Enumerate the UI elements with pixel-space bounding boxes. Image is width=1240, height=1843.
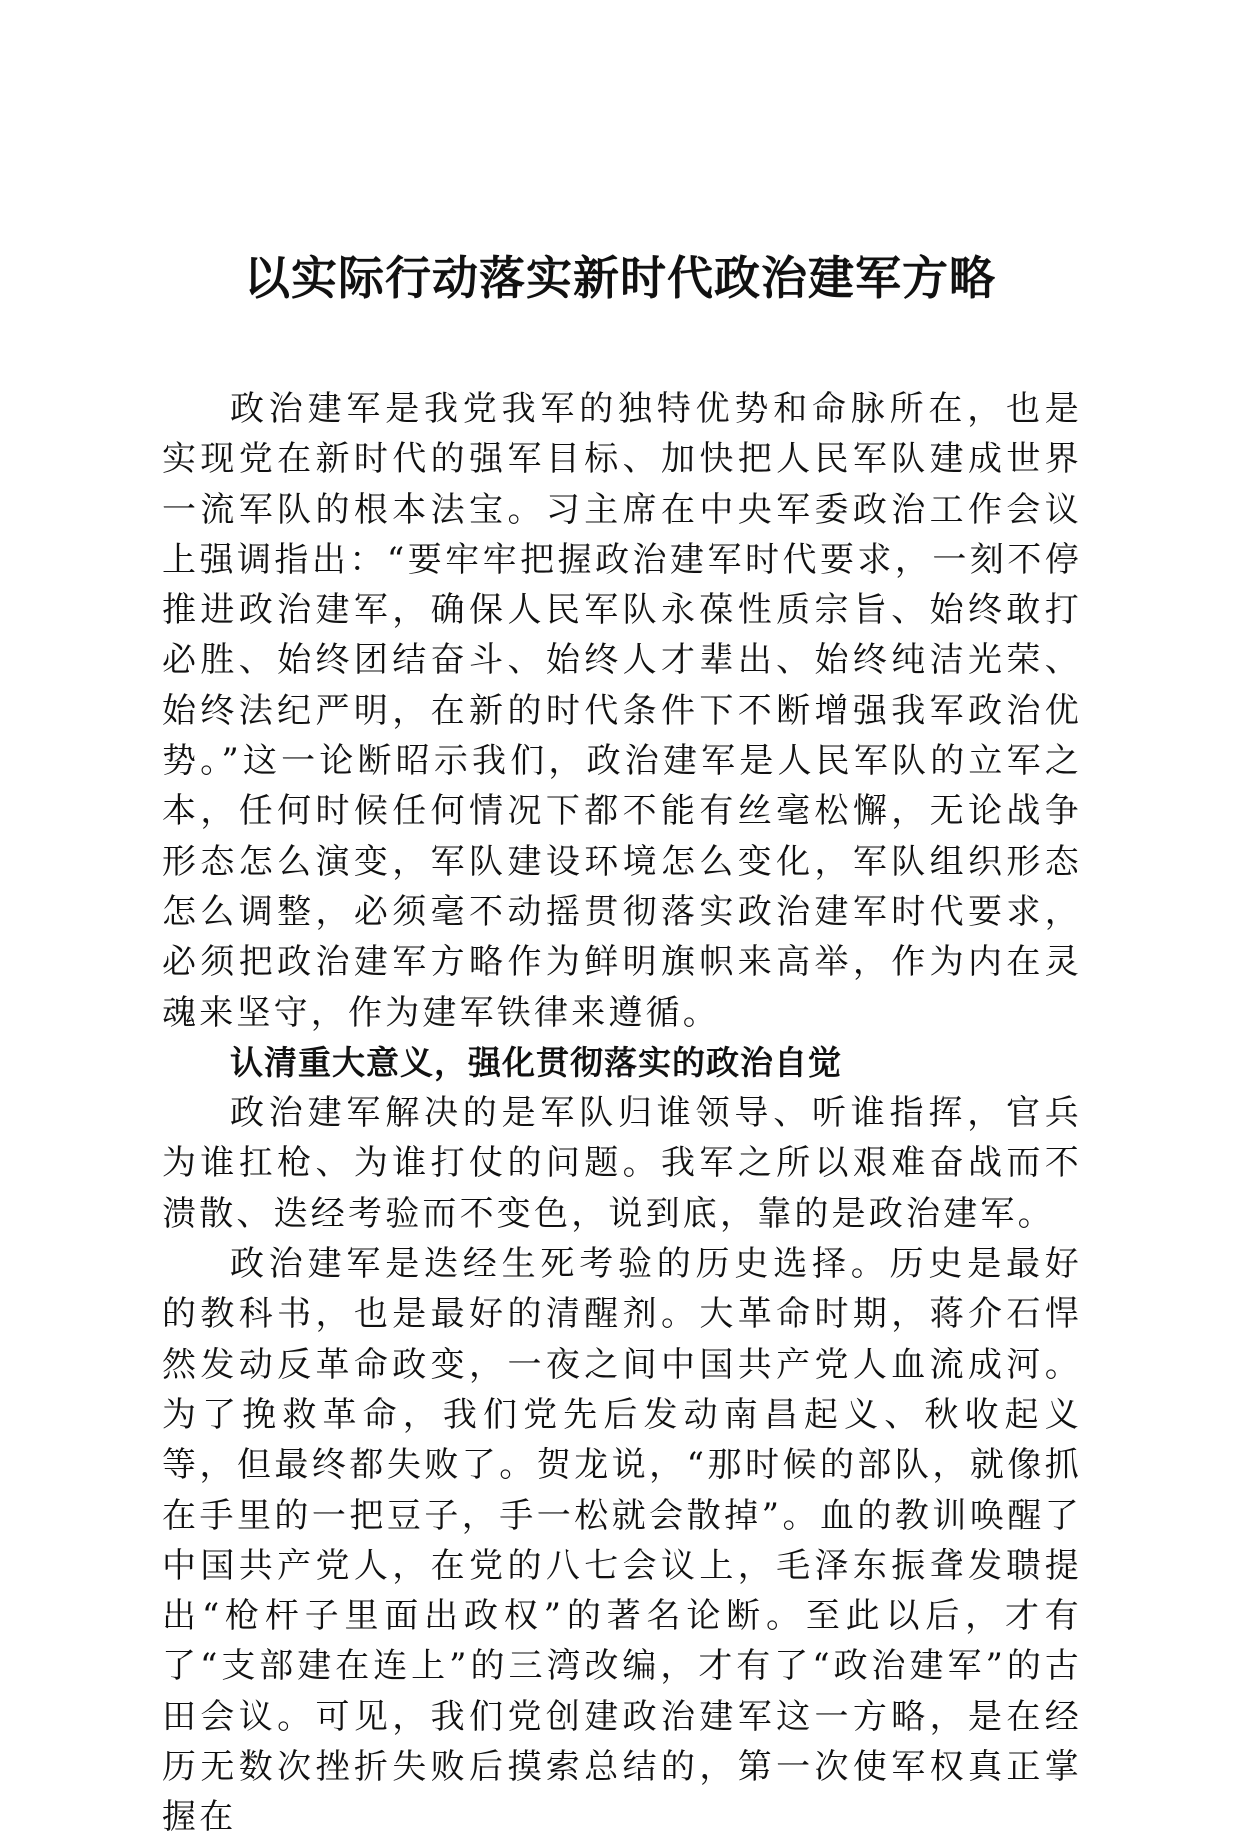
paragraph-significance: 政治建军解决的是军队归谁领导、听谁指挥，官兵为谁扛枪、为谁打仗的问题。我军之所以艰难奋战而不溃散、迭经考验而不变色，说到底，靠的是政治建军。 — [162, 1093, 1082, 1234]
section-heading: 认清重大意义，强化贯彻落实的政治自觉 — [230, 1042, 842, 1082]
paragraph-history: 政治建军是迭经生死考验的历史选择。历史是最好的教科书，也是最好的清醒剂。大革命时期，蒋介石悍然发动反革命政变，一夜之间中国共产党人血流成河。为了挽救革命，我们党先后发动南昌起义、秋收起义等，但最终都失败了。贺龙说，“那时候的部队，就像抓在手里的一把豆子，手一松就会散掉”。血的教训唤醒了中国共产党人，在党的八七会议上，毛泽东振聋发聩提出“枪杆子里面出政权”的著名论断。至此以后，才有了“支部建在连上”的三湾改编，才有了“政治建军”的古田会议。可见，我们党创建政治建军这一方略，是在经历无数次挫折失败后摸索总结的，第一次使军权真正掌握在 — [162, 1244, 1082, 1838]
document-title: 以实际行动落实新时代政治建军方略 — [244, 251, 996, 305]
paragraph-intro: 政治建军是我党我军的独特优势和命脉所在，也是实现党在新时代的强军目标、加快把人民军队建成世界一流军队的根本法宝。习主席在中央军委政治工作会议上强调指出：“要牢牢把握政治建军时代要求，一刻不停推进政治建军，确保人民军队永葆性质宗旨、始终敢打必胜、始终团结奋斗、始终人才辈出、始终纯洁光荣、始终法纪严明，在新的时代条件下不断增强我军政治优势。”这一论断昭示我们，政治建军是人民军队的立军之本，任何时候任何情况下都不能有丝毫松懈，无论战争形态怎么演变，军队建设环境怎么变化，军队组织形态怎么调整，必须毫不动摇贯彻落实政治建军时代要求，必须把政治建军方略作为鲜明旗帜来高举，作为内在灵魂来坚守，作为建军铁律来遵循。 — [162, 389, 1082, 1033]
document-body — [162, 384, 1082, 1843]
